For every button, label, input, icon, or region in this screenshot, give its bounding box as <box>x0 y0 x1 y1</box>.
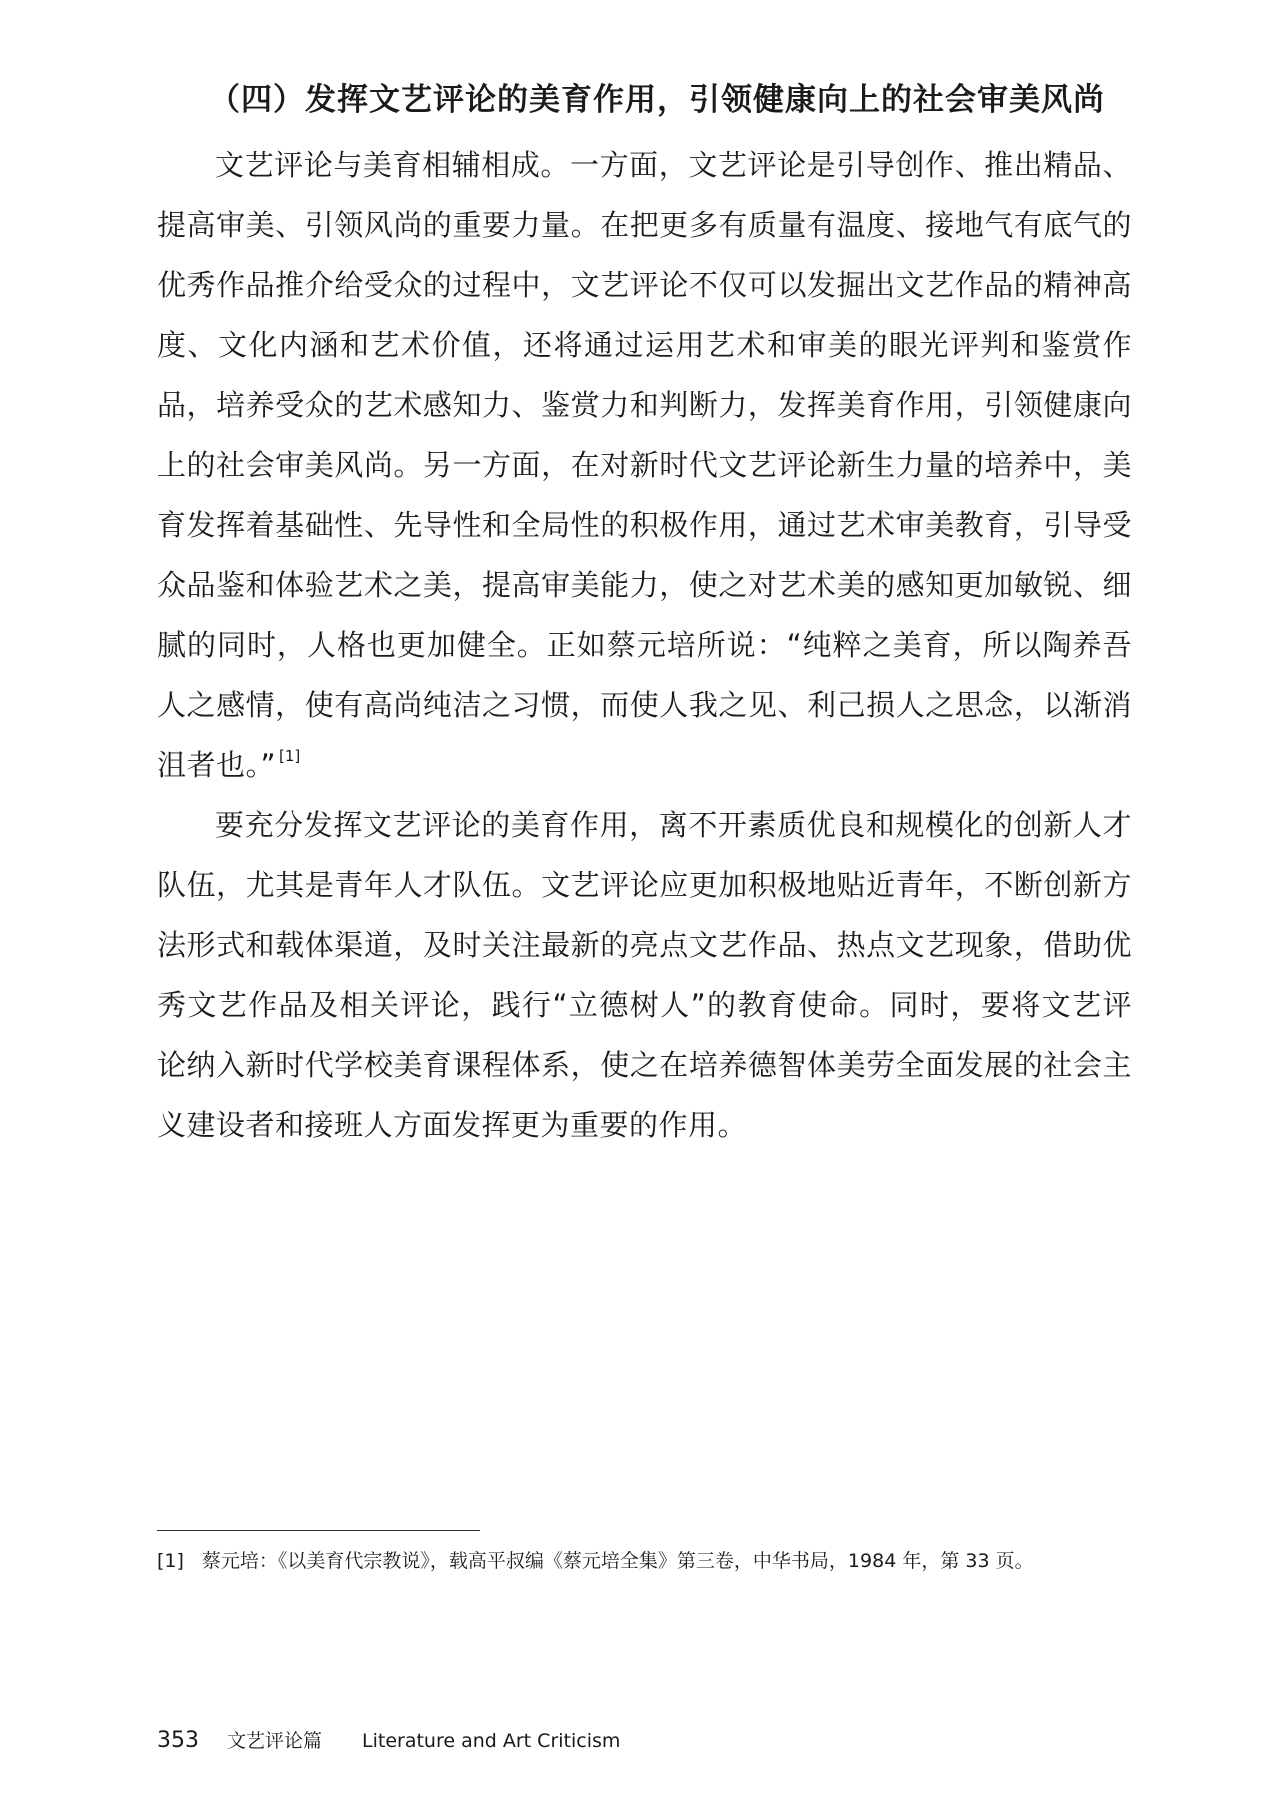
footnote-reference[interactable]: [1] <box>279 747 301 765</box>
footnote-mark: [1] <box>157 1550 184 1572</box>
footer-section-chinese: 文艺评论篇 <box>227 1730 323 1752</box>
page-number: 353 <box>157 1728 199 1753</box>
paragraph-1 <box>157 135 1132 795</box>
page-footer <box>157 1726 620 1756</box>
footnote <box>157 1546 1157 1576</box>
paragraph-2: 要充分发挥文艺评论的美育作用，离不开素质优良和规模化的创新人才队伍，尤其是青年人才队伍。文艺评论应更加积极地贴近青年，不断创新方法形式和载体渠道，及时关注最新的亮点文艺作品、热点文艺现象，借助优秀文艺作品及相关评论，践行“立德树人”的教育使命。同时，要将文艺评论纳入新时代学校美育课程体系，使之在培养德智体美劳全面发展的社会主义建设者和接班人方面发挥更为重要的作用。 <box>157 808 1132 1142</box>
section-heading: （四）发挥文艺评论的美育作用，引领健康向上的社会审美风尚 <box>209 82 1105 118</box>
paragraph-1-text: 文艺评论与美育相辅相成。一方面，文艺评论是引导创作、推出精品、提高审美、引领风尚的重要力量。在把更多有质量有温度、接地气有底气的优秀作品推介给受众的过程中，文艺评论不仅可以发掘出文艺作品的精神高度、文化内涵和艺术价值，还将通过运用艺术和审美的眼光评判和鉴赏作品，培养受众的艺术感知力、鉴赏力和判断力，发挥美育作用，引领健康向上的社会审美风尚。另一方面，在对新时代文艺评论新生力量的培养中，美育发挥着基础性、先导性和全局性的积极作用，通过艺术审美教育，引导受众品鉴和体验艺术之美，提高审美能力，使之对艺术美的感知更加敏锐、细腻的同时，人格也更加健全。正如蔡元培所说：“纯粹之美育，所以陶养吾人之感情，使有高尚纯洁之习惯，而使人我之见、利己损人之思念，以渐消沮者也。” <box>157 148 1132 782</box>
footnote-divider <box>157 1530 480 1531</box>
body-text <box>157 135 1132 1155</box>
footnote-text: 蔡元培：《以美育代宗教说》，载高平叔编《蔡元培全集》第三卷，中华书局，1984 年，第 33 页。 <box>201 1550 1034 1572</box>
footer-section-english: Literature and Art Criticism <box>362 1730 621 1752</box>
